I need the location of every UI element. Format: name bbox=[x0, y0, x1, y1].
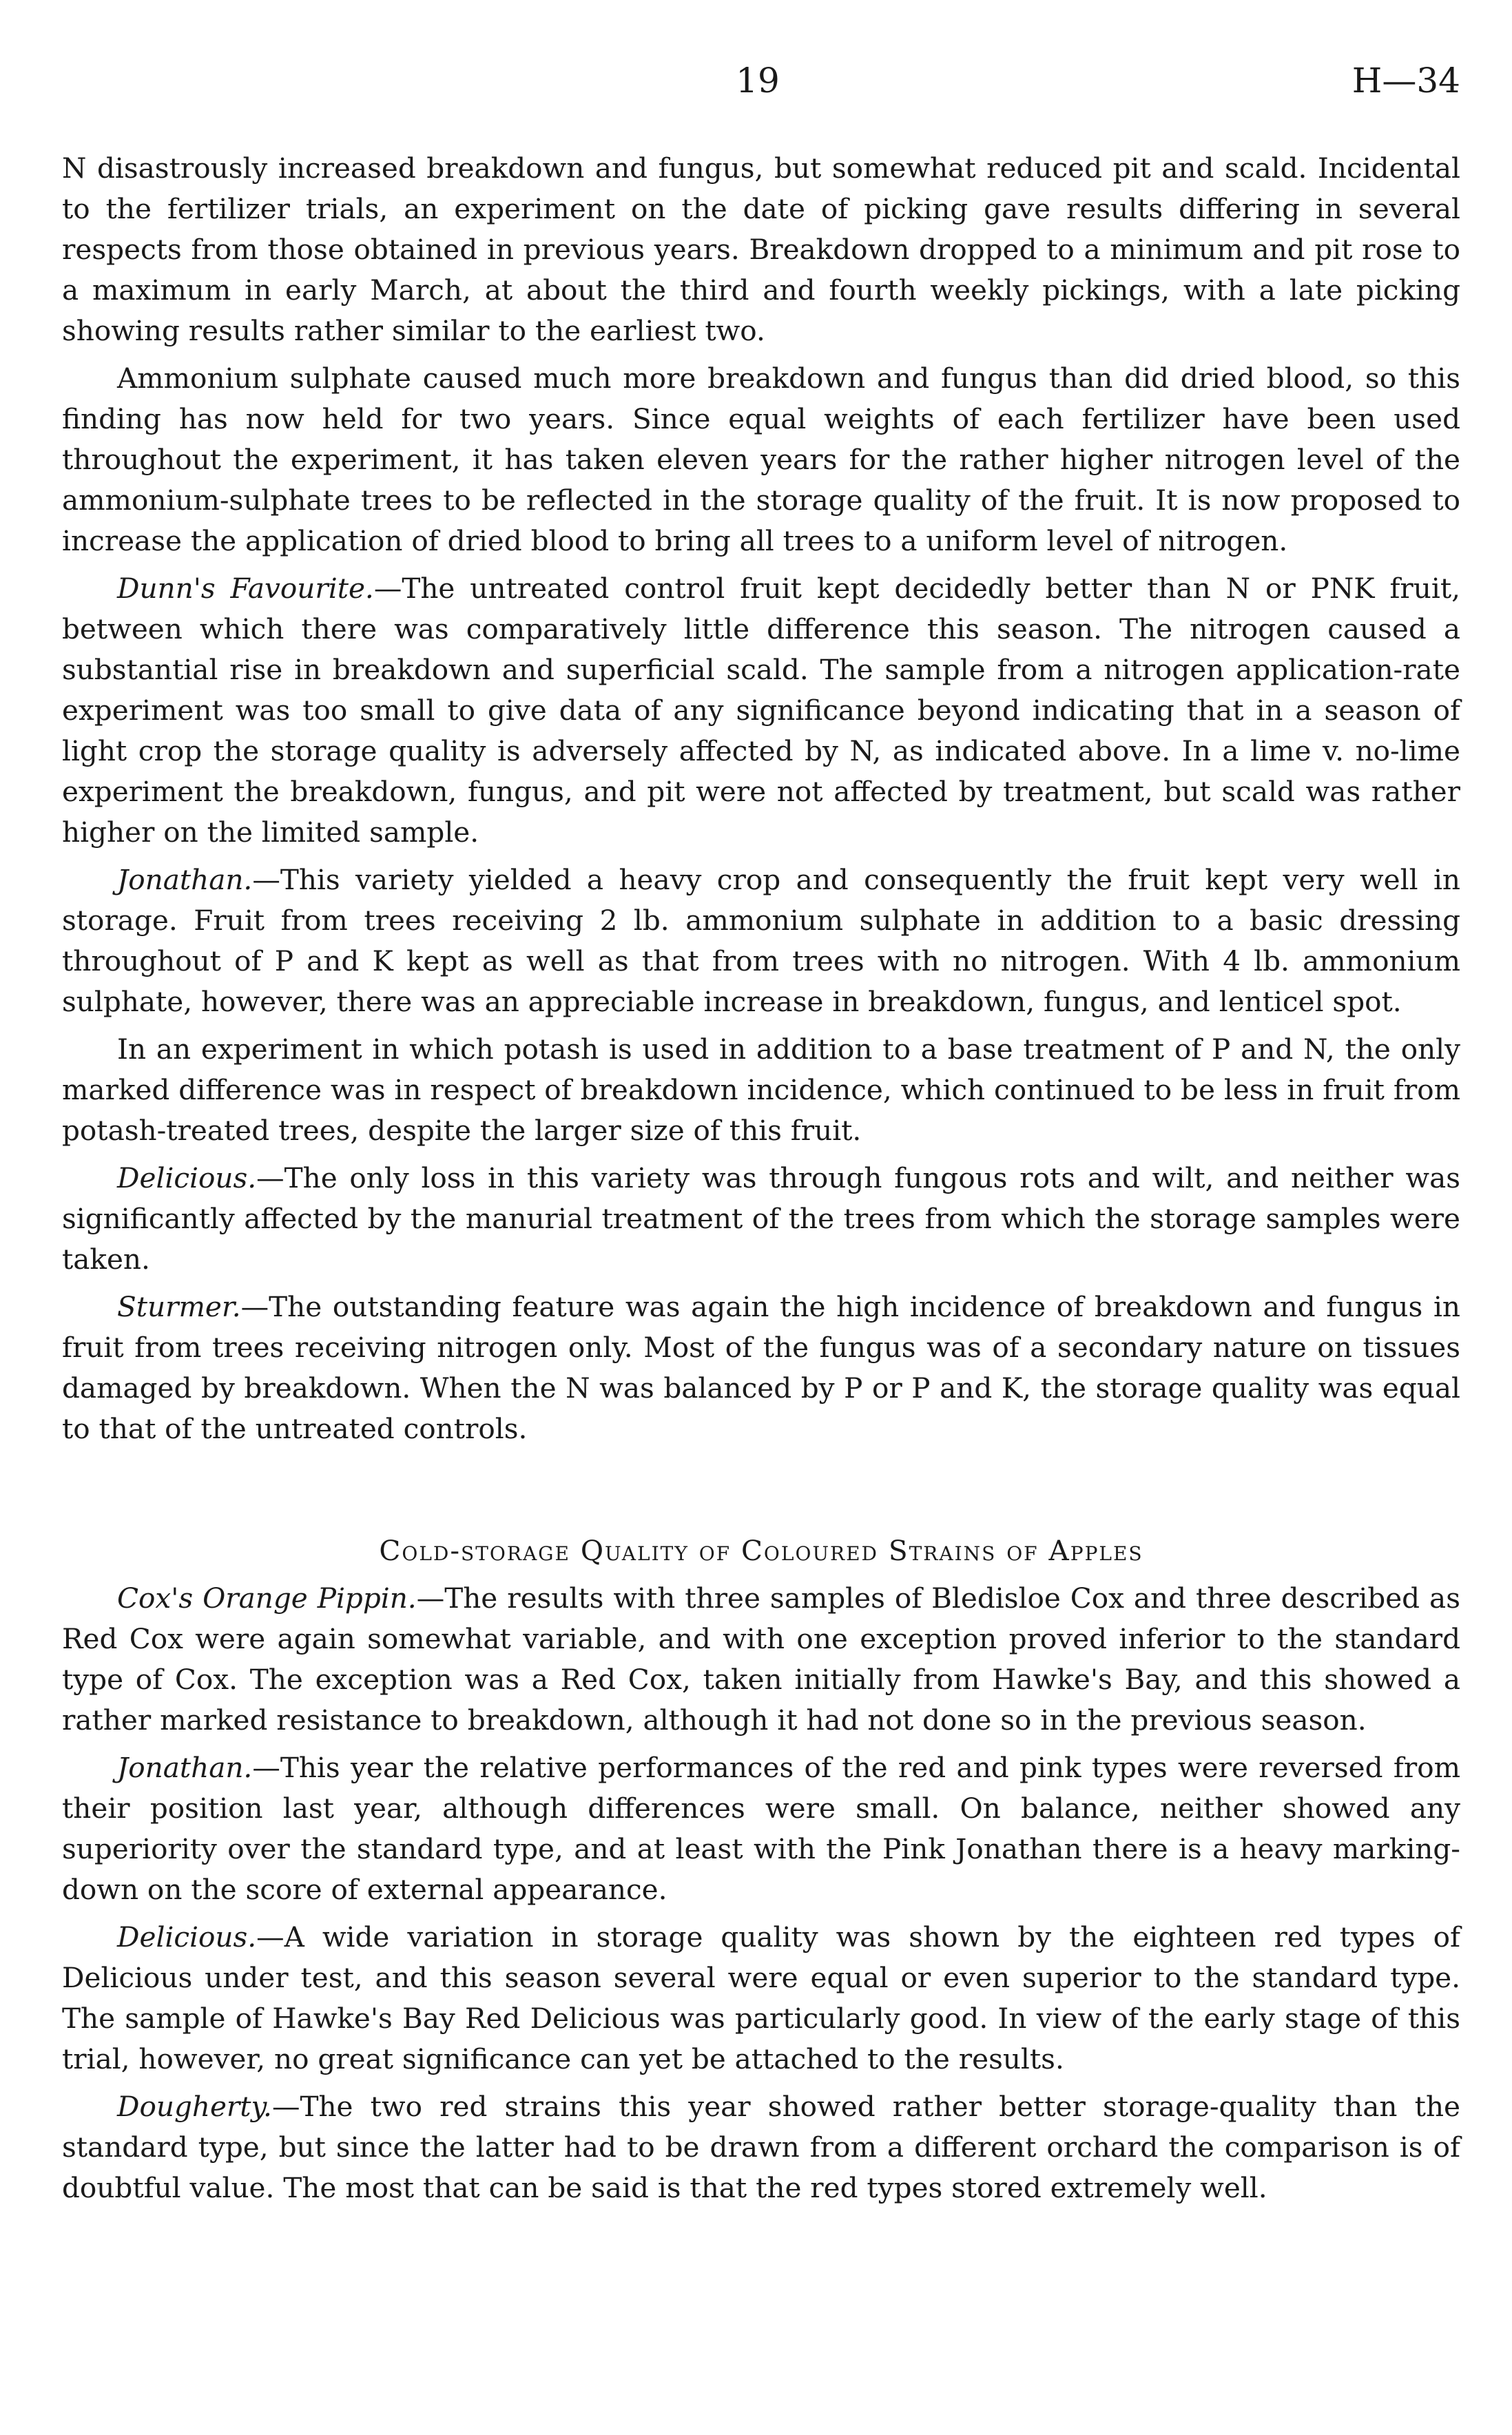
paragraph-text: In an experiment in which potash is used in addition to a base treatment of P and N, the only marked difference was in respect of breakdown incidence, which continued to be less in fruit from potash-treated trees, despite the larger size of this fruit. bbox=[62, 1033, 1460, 1147]
paragraph-jonathan bbox=[62, 860, 1460, 1022]
paragraph-coloured-dougherty bbox=[62, 2086, 1460, 2208]
paragraph-text: Ammonium sulphate caused much more breakdown and fungus than did dried blood, so this finding has now held for two years. Since equal weights of each fertilizer have been used throughout the experiment, it has taken eleven years for the rather higher nitrogen level of the ammonium-sulphate trees to be reflected in the storage quality of the fruit. It is now proposed to increase the application of dried blood to bring all trees to a uniform level of nitrogen. bbox=[62, 362, 1460, 557]
document-reference: H—34 bbox=[1352, 61, 1460, 101]
paragraph-text: —The untreated control fruit kept decidedly better than N or PNK fruit, between which there was comparatively little difference this season. The nitrogen caused a substantial rise in breakdown and superficial scald. The sample from a nitrogen application-rate experiment was too small to give data of any significance beyond indicating that in a season of light crop the storage quality is adversely affected by N, as indicated above. In a lime v. no-lime experiment the breakdown, fungus, and pit were not affected by treatment, but scald was rather higher on the limited sample. bbox=[62, 572, 1460, 849]
paragraph-text: —This variety yielded a heavy crop and consequently the fruit kept very well in storage. Fruit from trees receiving 2 lb. ammonium sulphate in addition to a basic dressing throughout of P and K kept as well as that from trees with no nitrogen. With 4 lb. ammonium sulphate, however, there was an appreciable increase in breakdown, fungus, and lenticel spot. bbox=[62, 863, 1460, 1018]
paragraph-coloured-jonathan bbox=[62, 1748, 1460, 1910]
paragraph-text: —The results with three samples of Bledisloe Cox and three described as Red Cox were again somewhat variable, and with one exception proved inferior to the standard type of Cox. The exception was a Red Cox, taken initially from Hawke's Bay, and this showed a rather marked resistance to breakdown, although it had not done so in the previous season. bbox=[62, 1582, 1460, 1737]
paragraph-lead: Dunn's Favourite. bbox=[117, 572, 374, 605]
paragraph-potash bbox=[62, 1029, 1460, 1151]
page-body bbox=[62, 148, 1460, 2215]
paragraph-sturmer bbox=[62, 1287, 1460, 1449]
paragraph-coloured-cox bbox=[62, 1578, 1460, 1741]
paragraph-text: —The only loss in this variety was through fungous rots and wilt, and neither was significantly affected by the manurial treatment of the trees from which the storage samples were taken. bbox=[62, 1161, 1460, 1276]
paragraph-nitrogen-effects bbox=[62, 148, 1460, 351]
paragraph-lead: Jonathan. bbox=[117, 863, 253, 896]
paragraph-lead: Dougherty. bbox=[117, 2090, 272, 2123]
paragraph-text: N disastrously increased breakdown and fungus, but somewhat reduced pit and scald. Incidental to the fertilizer trials, an experiment on the date of picking gave results differing in several respects from those obtained in previous years. Breakdown dropped to a minimum and pit rose to a maximum in early March, at about the third and fourth weekly pickings, with a late picking showing results rather similar to the earliest two. bbox=[62, 152, 1460, 347]
paragraph-text: —This year the relative performances of the red and pink types were reversed from their position last year, although differences were small. On balance, neither showed any superiority over the standard type, and at least with the Pink Jonathan there is a heavy marking-down on the score of external appearance. bbox=[62, 1751, 1460, 1906]
paragraph-lead: Delicious. bbox=[117, 1920, 257, 1954]
paragraph-text: —The two red strains this year showed rather better storage-quality than the standard type, but since the latter had to be drawn from a different orchard the comparison is of doubtful value. The most that can be said is that the red types stored extremely well. bbox=[62, 2090, 1460, 2204]
paragraph-delicious bbox=[62, 1158, 1460, 1280]
paragraph-coloured-delicious bbox=[62, 1917, 1460, 2080]
page-header bbox=[0, 61, 1512, 109]
paragraph-lead: Delicious. bbox=[117, 1161, 257, 1194]
page-number: 19 bbox=[736, 61, 780, 101]
section-heading: Cold-storage Quality of Coloured Strains of Apples bbox=[379, 1534, 1143, 1567]
paragraph-lead: Cox's Orange Pippin. bbox=[117, 1582, 417, 1615]
paragraph-dunns-favourite bbox=[62, 568, 1460, 853]
paragraph-lead: Jonathan. bbox=[117, 1751, 253, 1784]
paragraph-lead: Sturmer. bbox=[117, 1290, 241, 1323]
paragraph-text: —The outstanding feature was again the high incidence of breakdown and fungus in fruit from trees receiving nitrogen only. Most of the fungus was of a secondary nature on tissues damaged by breakdown. When the N was balanced by P or P and K, the storage quality was equal to that of the untreated controls. bbox=[62, 1290, 1460, 1445]
paragraph-text: —A wide variation in storage quality was shown by the eighteen red types of Delicious under test, and this season several were equal or even superior to the standard type. The sample of Hawke's Bay Red Delicious was particularly good. In view of the early stage of this trial, however, no great significance can yet be attached to the results. bbox=[62, 1920, 1460, 2075]
paragraph-ammonium-sulphate bbox=[62, 358, 1460, 561]
